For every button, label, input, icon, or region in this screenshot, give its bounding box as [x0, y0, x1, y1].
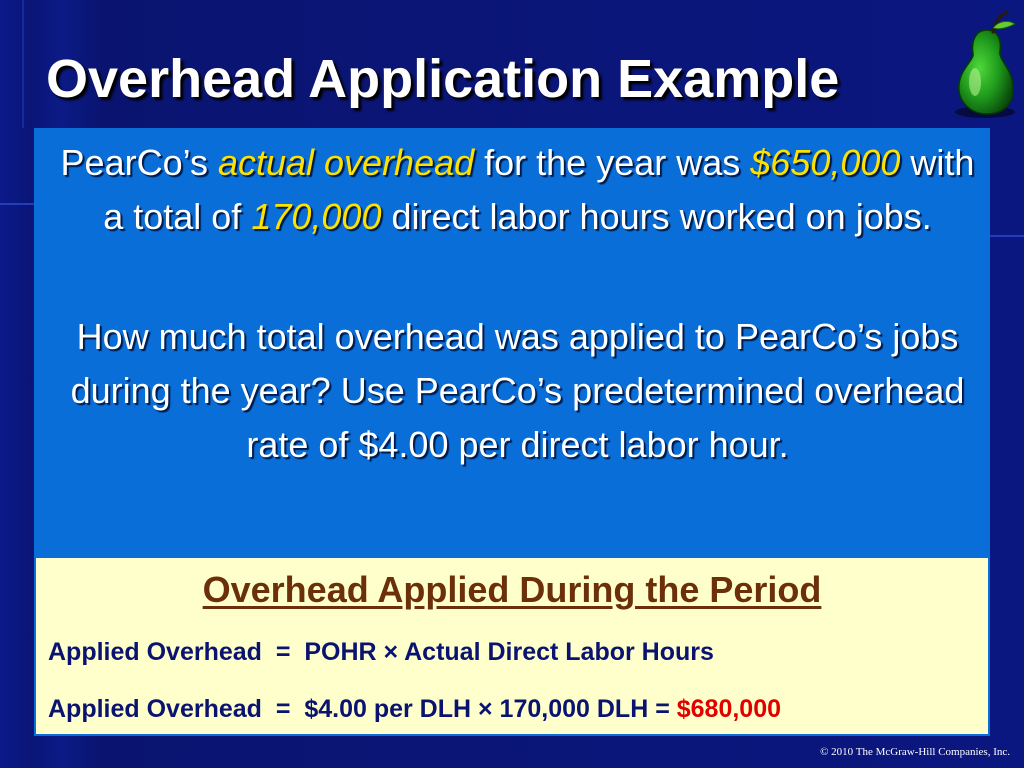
pear-icon: [935, 8, 1021, 120]
background-line: [0, 203, 34, 205]
background-line: [22, 0, 24, 128]
calculation-line: [48, 695, 781, 724]
calculation-text: Applied Overhead = $4.00 per DLH × 170,000 DLH =: [48, 695, 677, 723]
slide-title: Overhead Application Example: [46, 49, 840, 109]
paragraph-text: direct labor hours worked on jobs.: [381, 196, 932, 237]
question-paragraph-1: [50, 136, 985, 244]
actual-overhead-highlight: actual overhead: [217, 142, 475, 183]
copyright-notice: © 2010 The McGraw-Hill Companies, Inc.: [820, 746, 1010, 758]
formula-line: Applied Overhead = POHR × Actual Direct Labor Hours: [48, 638, 714, 666]
question-paragraph-2: How much total overhead was applied to PearCo’s jobs during the year? Use PearCo’s predetermined overhead rate of $4.00 per direct labor hour.: [70, 316, 965, 465]
paragraph-text: with a total of: [103, 142, 975, 237]
background-line: [990, 235, 1024, 237]
overhead-amount-highlight: $650,000: [750, 142, 901, 183]
paragraph-text: for the year was: [474, 142, 751, 183]
labor-hours-highlight: 170,000: [251, 196, 382, 237]
answer-heading: Overhead Applied During the Period: [202, 569, 822, 610]
answer-panel: [34, 556, 990, 736]
paragraph-text: PearCo’s: [60, 142, 218, 183]
applied-overhead-result: $680,000: [676, 695, 782, 723]
